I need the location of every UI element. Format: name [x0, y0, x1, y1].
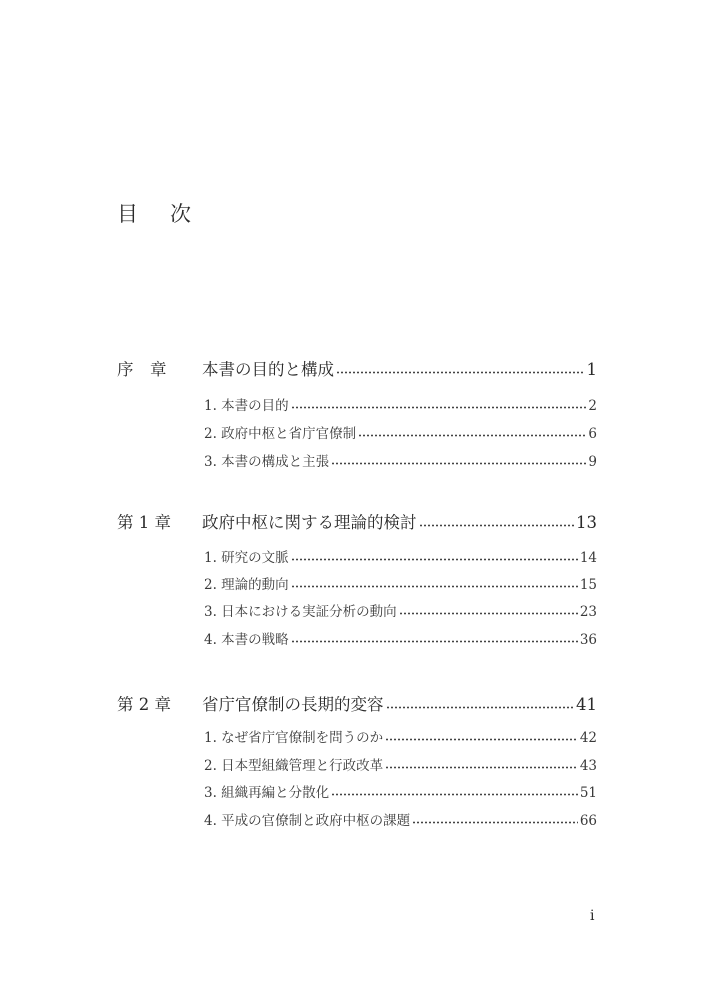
dot-leader: [385, 738, 578, 741]
section-title: 1. なぜ省庁官僚制を問うのか: [204, 730, 384, 746]
page-number: 2: [588, 398, 597, 414]
toc-chapter[interactable]: [117, 691, 597, 715]
toc-chapter[interactable]: [117, 356, 597, 380]
page-number: 1: [586, 360, 597, 379]
dot-leader: [399, 612, 578, 615]
dot-leader: [291, 558, 578, 561]
chapter-title: 省庁官僚制の長期的変容: [202, 695, 384, 714]
dot-leader: [291, 640, 578, 643]
chapter-label: 序 章: [117, 360, 167, 379]
toc-section[interactable]: [204, 422, 597, 442]
chapter-label: 第 1 章: [117, 513, 171, 532]
folio-page-number: i: [590, 908, 595, 924]
dot-leader: [291, 585, 578, 588]
section-title: 1. 研究の文脈: [204, 550, 289, 566]
section-title: 2. 政府中枢と省庁官僚制: [204, 426, 357, 442]
toc-section[interactable]: [204, 809, 597, 829]
page-number: 42: [579, 730, 597, 746]
chapter-title: 政府中枢に関する理論的検討: [202, 513, 417, 532]
section-title: 3. 本書の構成と主張: [204, 454, 330, 470]
page-number: 23: [579, 604, 597, 620]
page-number: 15: [579, 577, 597, 593]
page-number: 9: [588, 454, 597, 470]
section-title: 2. 理論的動向: [204, 577, 289, 593]
toc-section[interactable]: [204, 628, 597, 648]
chapter-title: 本書の目的と構成: [202, 360, 334, 379]
dot-leader: [331, 462, 586, 465]
dot-leader: [336, 371, 585, 374]
section-title: 1. 本書の目的: [204, 398, 289, 414]
toc-section[interactable]: [204, 754, 597, 774]
page-number: 51: [579, 785, 597, 801]
page-number: 41: [576, 695, 597, 714]
page-number: 66: [579, 813, 597, 829]
page-number: 14: [579, 550, 597, 566]
toc-section[interactable]: [204, 450, 597, 470]
section-title: 2. 日本型組織管理と行政改革: [204, 758, 384, 774]
page-number: 13: [576, 513, 597, 532]
page-number: 43: [579, 758, 597, 774]
section-title: 3. 日本における実証分析の動向: [204, 604, 397, 620]
toc-section[interactable]: [204, 781, 597, 801]
dot-leader: [419, 524, 575, 527]
section-title: 4. 平成の官僚制と政府中枢の課題: [204, 813, 411, 829]
dot-leader: [331, 793, 578, 796]
toc-chapter[interactable]: [117, 509, 597, 533]
page-number: 6: [588, 426, 597, 442]
dot-leader: [412, 821, 578, 824]
section-title: 3. 組織再編と分散化: [204, 785, 330, 801]
dot-leader: [291, 406, 587, 409]
toc-section[interactable]: [204, 726, 597, 746]
section-title: 4. 本書の戦略: [204, 632, 289, 648]
page-title-part1: 目: [117, 202, 138, 226]
dot-leader: [358, 434, 586, 437]
toc-section[interactable]: [204, 394, 597, 414]
toc-section[interactable]: [204, 573, 597, 593]
toc-section[interactable]: [204, 546, 597, 566]
dot-leader: [386, 706, 575, 709]
chapter-label: 第 2 章: [117, 695, 171, 714]
page-number: 36: [579, 632, 597, 648]
dot-leader: [385, 766, 578, 769]
toc-section[interactable]: [204, 600, 597, 620]
page-title-part2: 次: [170, 202, 191, 226]
